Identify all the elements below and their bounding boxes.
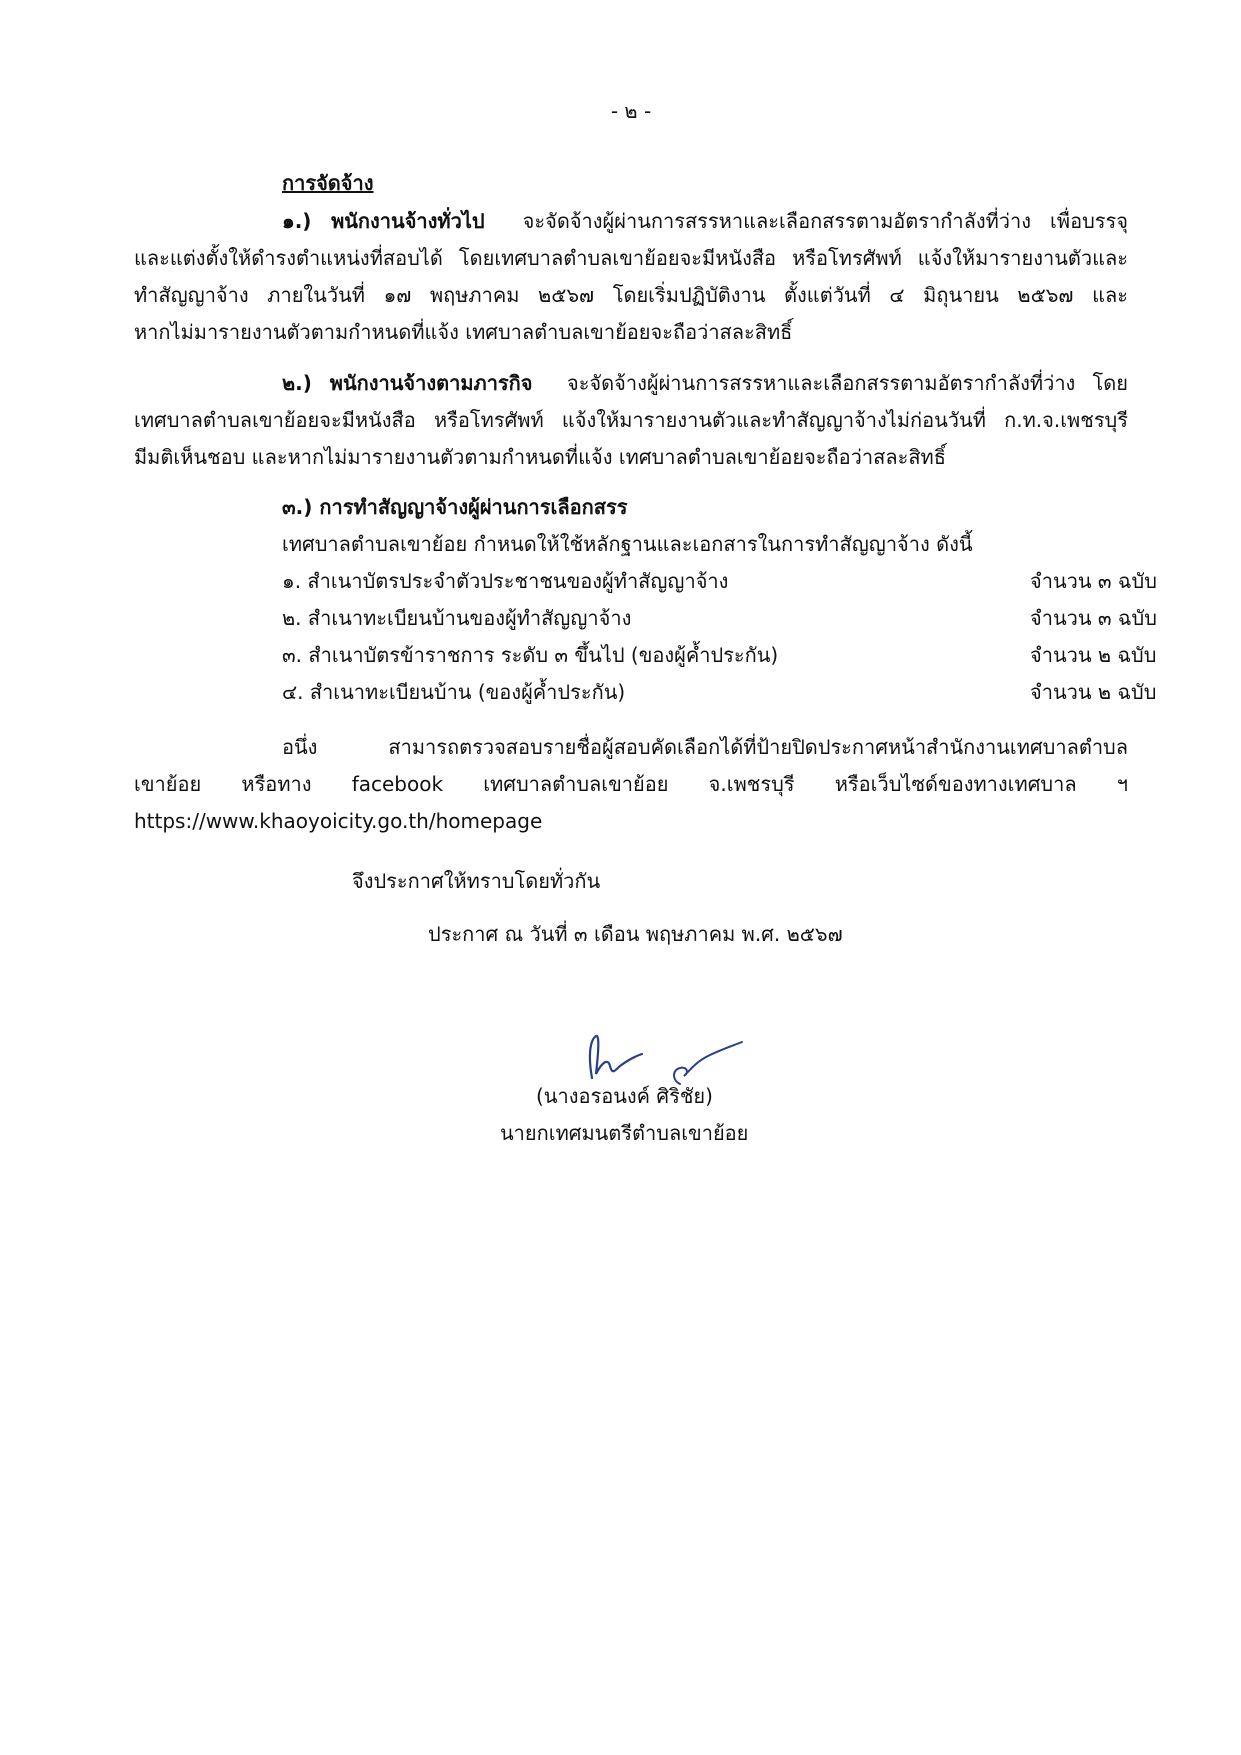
website-link[interactable]: https://www.khaoyoicity.go.th/homepage: [134, 809, 543, 833]
section2-first-line: [282, 370, 1128, 396]
section2-line2: เทศบาลตำบลเขาย้อยจะมีหนังสือ หรือโทรศัพท์ แจ้งให้มารายงานตัวและทำสัญญาจ้างไม่ก่อนวันที่ ก.ท.จ.เพชรบุรี: [134, 408, 1128, 432]
signer-title: นายกเทศมนตรีตำบลเขาย้อย: [500, 1121, 749, 1145]
document-item-text: ๓. สำเนาบัตรข้าราชการ ระดับ ๓ ขึ้นไป (ของผู้ค้ำประกัน): [282, 643, 779, 667]
document-list-item: [282, 679, 1157, 705]
section1-line4: หากไม่มารายงานตัวตามกำหนดที่แจ้ง เทศบาลตำบลเขาย้อยจะถือว่าสละสิทธิ์: [134, 320, 793, 344]
document-item-quantity: จำนวน ๒ ฉบับ: [1030, 643, 1157, 667]
document-item-quantity: จำนวน ๓ ฉบับ: [1030, 569, 1157, 593]
section3-label: ๓.) การทำสัญญาจ้างผู้ผ่านการเลือกสรร: [282, 495, 628, 519]
notice-line2: เขาย้อย หรือทาง facebook เทศบาลตำบลเขาย้อย จ.เพชรบุรี หรือเว็บไซด์ของทางเทศบาล ฯ: [134, 772, 1128, 796]
section1-label: ๑.) พนักงานจ้างทั่วไป: [282, 209, 485, 233]
section1-line1-text: จะจัดจ้างผู้ผ่านการสรรหาและเลือกสรรตามอัตรากำลังที่ว่าง เพื่อบรรจุ: [522, 209, 1128, 233]
page-number: - ๒ -: [610, 99, 652, 123]
section-heading: การจัดจ้าง: [282, 171, 374, 195]
document-item-text: ๑. สำเนาบัตรประจำตัวประชาชนของผู้ทำสัญญาจ้าง: [282, 569, 729, 593]
announcement-date: ประกาศ ณ วันที่ ๓ เดือน พฤษภาคม พ.ศ. ๒๕๖๗: [428, 922, 843, 946]
signer-name: (นางอรอนงค์ ศิริชัย): [536, 1084, 713, 1108]
document-item-quantity: จำนวน ๒ ฉบับ: [1030, 680, 1157, 704]
section2-line3: มีมติเห็นชอบ และหากไม่มารายงานตัวตามกำหนดที่แจ้ง เทศบาลตำบลเขาย้อยจะถือว่าสละสิทธิ์: [134, 445, 946, 469]
section1-line3: ทำสัญญาจ้าง ภายในวันที่ ๑๗ พฤษภาคม ๒๕๖๗ โดยเริ่มปฏิบัติงาน ตั้งแต่วันที่ ๔ มิถุนายน ๒๕๖๗ และ: [134, 283, 1128, 307]
document-list-item: [282, 568, 1157, 594]
section2-label: ๒.) พนักงานจ้างตามภารกิจ: [282, 371, 533, 395]
document-item-text: ๒. สำเนาทะเบียนบ้านของผู้ทำสัญญาจ้าง: [282, 606, 632, 630]
section1-line2: และแต่งตั้งให้ดำรงตำแหน่งที่สอบได้ โดยเทศบาลตำบลเขาย้อยจะมีหนังสือ หรือโทรศัพท์ แจ้งให้มารายงานตัวและ: [134, 246, 1128, 270]
section3-intro: เทศบาลตำบลเขาย้อย กำหนดให้ใช้หลักฐานและเอกสารในการทำสัญญาจ้าง ดังนี้: [282, 532, 973, 556]
document-list-item: [282, 642, 1157, 668]
section2-line1-text: จะจัดจ้างผู้ผ่านการสรรหาและเลือกสรรตามอัตรากำลังที่ว่าง โดย: [566, 371, 1128, 395]
section1-first-line: [282, 208, 1128, 234]
document-item-text: ๔. สำเนาทะเบียนบ้าน (ของผู้ค้ำประกัน): [282, 680, 626, 704]
document-list-item: [282, 605, 1157, 631]
closing-statement: จึงประกาศให้ทราบโดยทั่วกัน: [352, 869, 601, 893]
document-item-quantity: จำนวน ๓ ฉบับ: [1030, 606, 1157, 630]
notice-line1: อนึ่ง สามารถตรวจสอบรายชื่อผู้สอบคัดเลือกได้ที่ป้ายปิดประกาศหน้าสำนักงานเทศบาลตำบล: [282, 735, 1128, 759]
